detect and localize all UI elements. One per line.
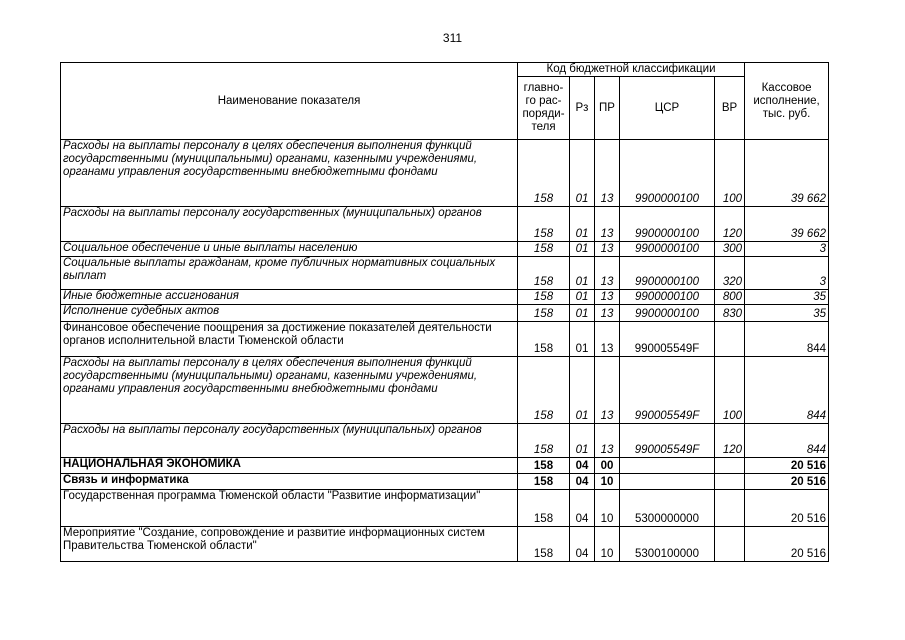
row-vr: 120: [715, 207, 745, 242]
row-vr: [715, 322, 745, 357]
table-row: [61, 140, 829, 207]
row-name: Финансовое обеспечение поощрения за достижение показателей деятельности органов исполнительной власти Тюменской области: [61, 322, 518, 357]
row-amount: 39 662: [745, 140, 829, 207]
row-rz: 04: [570, 490, 595, 527]
table-row: [61, 357, 829, 424]
row-pr: 13: [595, 207, 620, 242]
row-vr: 800: [715, 290, 745, 305]
row-rz: 04: [570, 474, 595, 490]
table-row: [61, 290, 829, 305]
row-amount: 844: [745, 424, 829, 458]
row-csr: 5300100000: [620, 527, 715, 562]
row-name: Мероприятие "Создание, сопровождение и развитие информационных систем Правительства Тюменской области": [61, 527, 518, 562]
row-csr: 990005549F: [620, 424, 715, 458]
row-pr: 13: [595, 257, 620, 290]
row-vr: 100: [715, 140, 745, 207]
header-pr: ПР: [595, 77, 620, 140]
row-amount: 20 516: [745, 458, 829, 474]
row-name: Расходы на выплаты персоналу государственных (муниципальных) органов: [61, 424, 518, 458]
row-amount: 35: [745, 305, 829, 322]
row-pr: 13: [595, 140, 620, 207]
table-row: [61, 257, 829, 290]
row-glav: 158: [518, 527, 570, 562]
row-csr: 9900000100: [620, 305, 715, 322]
row-amount: 3: [745, 242, 829, 257]
row-rz: 01: [570, 305, 595, 322]
row-name: Государственная программа Тюменской области "Развитие информатизации": [61, 490, 518, 527]
table-row: [61, 490, 829, 527]
row-rz: 04: [570, 527, 595, 562]
row-vr: 100: [715, 357, 745, 424]
row-name: Социальные выплаты гражданам, кроме публичных нормативных социальных выплат: [61, 257, 518, 290]
row-pr: 10: [595, 490, 620, 527]
row-rz: 01: [570, 242, 595, 257]
row-csr: 5300000000: [620, 490, 715, 527]
row-glav: 158: [518, 257, 570, 290]
table-row: [61, 322, 829, 357]
row-vr: [715, 490, 745, 527]
row-pr: 13: [595, 424, 620, 458]
header-csr: ЦСР: [620, 77, 715, 140]
row-amount: 20 516: [745, 474, 829, 490]
row-pr: 10: [595, 527, 620, 562]
row-name: Расходы на выплаты персоналу в целях обеспечения выполнения функций государственными (муниципальными) органами, казенными учреждениями, органами управления государственными внебюджетными фондами: [61, 140, 518, 207]
table-row: [61, 527, 829, 562]
header-rz: Рз: [570, 77, 595, 140]
row-name: Социальное обеспечение и иные выплаты населению: [61, 242, 518, 257]
row-csr: 9900000100: [620, 207, 715, 242]
row-csr: 9900000100: [620, 140, 715, 207]
row-vr: [715, 474, 745, 490]
row-rz: 01: [570, 257, 595, 290]
row-vr: [715, 527, 745, 562]
table-row: [61, 242, 829, 257]
row-amount: 844: [745, 322, 829, 357]
row-pr: 13: [595, 322, 620, 357]
row-csr: 9900000100: [620, 257, 715, 290]
row-glav: 158: [518, 140, 570, 207]
row-name: Иные бюджетные ассигнования: [61, 290, 518, 305]
header-code-group: Код бюджетной классификации: [518, 63, 745, 77]
row-pr: 10: [595, 474, 620, 490]
row-rz: 01: [570, 357, 595, 424]
header-name: Наименование показателя: [61, 63, 518, 140]
row-amount: 20 516: [745, 527, 829, 562]
row-rz: 01: [570, 140, 595, 207]
table-row: [61, 305, 829, 322]
row-amount: 3: [745, 257, 829, 290]
row-vr: 300: [715, 242, 745, 257]
row-glav: 158: [518, 207, 570, 242]
row-glav: 158: [518, 424, 570, 458]
row-glav: 158: [518, 458, 570, 474]
header-amount: Кассовое исполнение, тыс. руб.: [745, 63, 829, 140]
row-vr: 320: [715, 257, 745, 290]
row-pr: 13: [595, 242, 620, 257]
row-pr: 13: [595, 305, 620, 322]
table-row: [61, 458, 829, 474]
row-name: Расходы на выплаты персоналу государственных (муниципальных) органов: [61, 207, 518, 242]
row-name: Исполнение судебных актов: [61, 305, 518, 322]
row-glav: 158: [518, 305, 570, 322]
row-vr: [715, 458, 745, 474]
row-rz: 04: [570, 458, 595, 474]
row-amount: 20 516: [745, 490, 829, 527]
row-glav: 158: [518, 290, 570, 305]
row-rz: 01: [570, 322, 595, 357]
budget-execution-table: [60, 62, 829, 562]
row-csr: 990005549F: [620, 322, 715, 357]
row-csr: 990005549F: [620, 357, 715, 424]
row-csr: [620, 474, 715, 490]
header-glav: главно- го рас- поряди- теля: [518, 77, 570, 140]
row-amount: 39 662: [745, 207, 829, 242]
row-name: НАЦИОНАЛЬНАЯ ЭКОНОМИКА: [61, 458, 518, 474]
row-vr: 120: [715, 424, 745, 458]
table-row: [61, 424, 829, 458]
row-amount: 844: [745, 357, 829, 424]
row-glav: 158: [518, 357, 570, 424]
row-name: Связь и информатика: [61, 474, 518, 490]
row-glav: 158: [518, 322, 570, 357]
row-amount: 35: [745, 290, 829, 305]
row-pr: 13: [595, 357, 620, 424]
row-rz: 01: [570, 424, 595, 458]
table-row: [61, 207, 829, 242]
row-csr: 9900000100: [620, 290, 715, 305]
row-csr: 9900000100: [620, 242, 715, 257]
row-rz: 01: [570, 290, 595, 305]
page-number: 311: [442, 31, 463, 45]
row-pr: 13: [595, 290, 620, 305]
row-pr: 00: [595, 458, 620, 474]
row-glav: 158: [518, 490, 570, 527]
row-glav: 158: [518, 474, 570, 490]
row-name: Расходы на выплаты персоналу в целях обеспечения выполнения функций государственными (муниципальными) органами, казенными учреждениями, органами управления государственными внебюджетными фондами: [61, 357, 518, 424]
row-vr: 830: [715, 305, 745, 322]
row-glav: 158: [518, 242, 570, 257]
header-vr: ВР: [715, 77, 745, 140]
table-row: [61, 474, 829, 490]
row-rz: 01: [570, 207, 595, 242]
row-csr: [620, 458, 715, 474]
